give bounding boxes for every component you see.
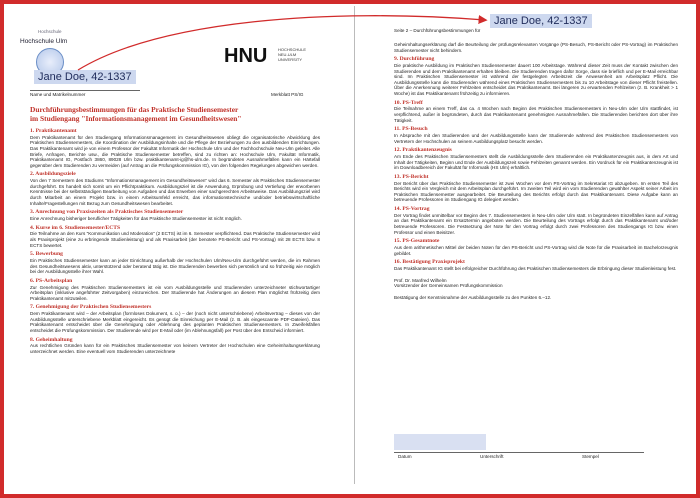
hnu-logo-subtitle: HOCHSCHULE NEU-ULM UNIVERSITY xyxy=(278,47,307,62)
section-text: Dem Praktikantenamt für den Studiengang Informationsmanagement im Gesundheitswesen obliegt die organisatorische Abwicklung des Praktischen Studiensemesters, die Koordination der Ausbildungsinhalte und die Pflege der Beziehungen zu den ausbildenden Einrichtungen. Das Praktikantenamt wird je von einem Professor der Fakultät Informatik der Hochschule Ulm und der Fachhochschule Neu-Ulm geleitet. Alle Briefe, Anfragen, Berichte usw., die Praktische Studiensemester betreffen, sind zu richten an: Hochschule Ulm, Fakultät Informatik, Praktikantenamt IG, Postfach 3860, 89028 Ulm bzw. praktikantenamt-ig@hs-ulm.de. In begründeten Ausnahmefällen kann ein Härtefall gegenüber dem Studierenden zu vermeiden (auf Antrag an die Prüfungskommission IG), von den folgenden Regelungen abgewichen werden. xyxy=(30,134,320,168)
section-text: Die Teilnahme an den Kurs "Kommunikation und Moderation" (2 ECTS) ist im 6. Semester verpflichtend. Das Praktische Studiensemester wird als Praxisprojekt (eine zu erbringende Studienleistung) und als Praxisarbeit (der benotete PS-Bericht und PS-Vortrag) mit 28 ECTS bzw. 8 ECTS bewertet. xyxy=(30,231,320,248)
section-text: Dem Praktikantenamt wird – der Arbeitsplan (formloses Dokument, s. o.) – der (noch nicht unterschriebene) Arbeitsvertrag – dieses von der Ausbildungsstelle unterschriebene Merkblatt eingereicht. Es genügt die Einreichung per E-Mail (z. B. als eingescannte PDF-Dateien). Das Praktikantenamt entscheidet über die Genehmigung oder Ablehnung des geplanten Praktischen Studiensemesters. In Zweifelsfällen entscheidet die Prüfungskommission. Der Studierende wird per E-Mail oder (im Ablehnungsfall) per Post über den Entscheid informiert. xyxy=(30,311,320,333)
section-heading: 13. PS-Bericht xyxy=(394,173,429,180)
section-heading: 10. PS-Treff xyxy=(394,99,423,106)
section-text: Zur Genehmigung des Praktischen Studiensemesters ist ein vom Ausbildungsstelle und Studierenden unterzeichneter stichwortartiger Arbeitsplan (inklusive angeführter Zeitvorgaben) einzureichen. Der Studierende hat Änderungen an diesem Plan möglichst frühzeitig dem Praktikantenamt mitzuteilen. xyxy=(30,284,320,301)
section-heading: 2. Ausbildungsziele xyxy=(30,171,76,178)
confirmation-text: Bestätigung der Kenntnisnahme der Ausbildungsstelle zu den Punkten 6.–12. xyxy=(394,294,552,300)
uni-name: Hochschule Ulm xyxy=(20,38,68,45)
sig-label-date: Datum xyxy=(398,454,412,459)
doc-title-line2: im Studiengang "Informationsmanagement im Gesundheitswesen" xyxy=(30,114,242,123)
section-heading: 4. Kurse im 6. Studiensemester/ECTS xyxy=(30,224,121,231)
sig-label-signature: Unterschrift xyxy=(480,454,504,459)
merkblatt-label: Merkblatt PS/IG xyxy=(271,92,304,97)
page-header: Seite 2 – Durchführungsbestimmungen für xyxy=(394,28,481,33)
section-text: Die praktische Ausbildung im Praktischen Studiensemester dauert 100 Arbeitstage. Während dieser Zeit muss der Kontakt zwischen den Studierenden und dem Praktikantenamt erhalten bleiben. Die Studierenden tragen dafür Sorge, dass sie brieflich und per E-Mail erreichbar sind. Im Praktischen Studiensemester ist während der festgelegten Arbeitszeit die Anwesenheit am Arbeitsplatz Pflicht. Die Ausbildungsstelle kann die Studierenden während eines Praktischen Studiensemesters bis zu 10 Arbeitstage von dieser Pflicht freistellen. Über die Anerkennung weiterer Fehlzeiten entscheidet das Praktikantenamt. Bei längeren zu erwartenden Fehlzeiten (z. B. Krankheit > 1 Woche) ist das Praktikantenamt frühzeitig zu informieren. xyxy=(394,63,678,96)
section-text: Am Ende des Praktischen Studiensemesters stellt die Ausbildungsstelle dem Studierenden ein Praktikantenzeugnis aus, in dem Art und Inhalt der Tätigkeiten, Beginn und Ende der Ausbildungszeit sowie Fehlzeiten genannt werden. Ein Vordruck für ein Praktikantenzeugnis ist im Downloadbereich der Fakultät für Informatik (HS Ulm) erhältlich. xyxy=(394,153,678,171)
section-text: Der Bericht über das Praktische Studiensemester ist zwei Wochen vor dem PS-Vortrag im Sekretariat IG abzugeben. Im ersten Teil des Berichts wird ein Vergleich mit dem Arbeitsplan durchgeführt. Im zweiten Teil wird ein vom Studierenden gewählter Aspekt seiner Arbeit im Praktischen Studiensemester ausgearbeitet. Die Beurteilung des Berichts erfolgt durch das Praktikantenamt. Diese Aufgabe kann an betreuende Professoren im Studiengang IG delegiert werden. xyxy=(394,180,678,203)
signer-name: Prof. Dr. Manfred Wilhelm xyxy=(394,277,447,283)
section-text: Die Teilnahme an einem Treff, das ca. 4 Wochen nach Beginn des Praktischen Studiensemesters in Neu-Ulm oder Ulm stattfindet, ist verpflichtend, außer in begründeten, durch das Praktikantenamt genehmigten Ausnahmefällen. Die Studierenden berichten dort über ihre Tätigkeit. xyxy=(394,106,678,123)
hnu-logo: HNU xyxy=(224,45,268,67)
intro-text: Geheimhaltungserklärung darf die Beurteilung der prüfungsrelevanten Vorgänge (PS-Besuch, PS-Bericht oder PS-Vortrag) im Praktischen Studiensemester nicht behindern. xyxy=(394,42,678,53)
section-heading: 14. PS-Vortrag xyxy=(394,205,430,212)
section-text: Aus rechtlichen Gründen kann für ein Praktisches Studiensemester von keinem Vertreter der Hochschulen eine Geheimhaltungserklärung unterzeichnet werden. Eine eventuell vom Studierenden unterzeichnete xyxy=(30,343,320,354)
section-heading: 16. Bestätigung Praxisprojekt xyxy=(394,259,465,266)
section-heading: 1. Praktikantenamt xyxy=(30,128,77,134)
section-heading: 15. PS-Gesamtnote xyxy=(394,238,440,245)
arrow-path xyxy=(78,16,485,70)
section-text: In Absprache mit den Studierenden und der Ausbildungsstelle kann der Studierende während des Praktischen Studiensemesters von Vertretern der Hochschulen an seinem Ausbildungsplatz besucht werden. xyxy=(394,132,678,144)
section-heading: 7. Genehmigung der Praktischen Studiensemesters xyxy=(30,304,152,311)
name-overlay: Jane Doe, 42-1337 xyxy=(34,70,136,84)
name-overlay-page2: Jane Doe, 42-1337 xyxy=(490,14,592,28)
section-text: Ein Praktisches Studiensemester kann an jeder Einrichtung außerhalb der Hochschulen Ulm/Neu-Ulm durchgeführt werden, die im Rahmen des Gesundheitswesens aktiv, unterstützend oder beratend tätig ist. Die Studierenden bewerben sich persönlich und so frühzeitig wie möglich bei der Ausbildungsstelle ihrer Wahl. xyxy=(30,257,320,275)
doc-title-line1: Durchführungsbestimmungen für das Praktische Studiensemester xyxy=(30,105,239,114)
name-label: Name und Matrikelnummer xyxy=(30,92,86,97)
section-text: Aus dem arithmetischen Mittel der beiden Noten für den PS-Bericht und PS-Vortrag wird die Note für die Praxisarbeit im Bachelorzeugnis gebildet. xyxy=(394,244,678,256)
section-heading: 6. PS-Arbeitsplan xyxy=(30,277,73,284)
uni-name-small: Hochschule xyxy=(38,29,62,34)
section-heading: 9. Durchführung xyxy=(394,56,435,63)
section-heading: 11. PS-Besuch xyxy=(394,126,428,133)
section-heading: 5. Bewerbung xyxy=(30,251,63,258)
section-heading: 8. Geheimhaltung xyxy=(30,336,73,343)
section-text: Eine Anrechnung bisheriger beruflicher Tätigkeiten für das Praktische Studiensemester ist nicht möglich. xyxy=(30,215,242,221)
section-heading: 3. Anrechnung von Praxiszeiten als Praktisches Studiensemester xyxy=(30,209,184,216)
section-heading: 12. Praktikantenzeugnis xyxy=(394,147,452,154)
section-text: Von den 7 Semestern des Studiums "Informationsmanagement im Gesundheitswesen" wird das 6. Semester als Praktisches Studiensemester durchgeführt. Es handelt sich somit um ein Pflichtpraktikum. Ausbildungsziel ist die Anwendung, Erprobung und Vertiefung der erworbenen Kenntnisse bei der selbstständigen Bearbeitung von Aufgaben und das Erwerben einer sachgerechten Arbeitsweise. Das Ausbildungsziel wird durch Mitarbeit an einem Projekt bzw. in einem Arbeitsumfeld erreicht, das informationstechnische und/oder betriebswirtschaftliche Inhalte/Fragestellungen mit Bezug zum Gesundheitswesen bearbeitet. xyxy=(30,178,320,206)
signer-role: Vorsitzender der Gemeinsamen Prüfungskommission xyxy=(394,283,503,289)
section-text: Das Praktikantenamt IG stellt bei erfolgreicher Durchführung des Praktischen Studiensemesters die Erbringung dieser Studienleistung fest. xyxy=(394,265,677,271)
section-text: Der Vortrag findet unmittelbar vor Beginn des 7. Studiensemesters in Neu-Ulm oder Ulm statt. In begründeten Einzelfällen kann auf Antrag an das Praktikantenamt ein Ersatztermin angeboten werden. Die Beurteilung des Vortrags erfolgt durch das Praktikantenamt und/oder betreuende Professoren. Die Festsetzung der Note für den Vortrag erfolgt durch zwei Professoren des Studiengangs IG bzw. einen Professor und einen Beisitzer. xyxy=(394,212,678,235)
sig-label-stamp: Stempel xyxy=(582,454,599,459)
